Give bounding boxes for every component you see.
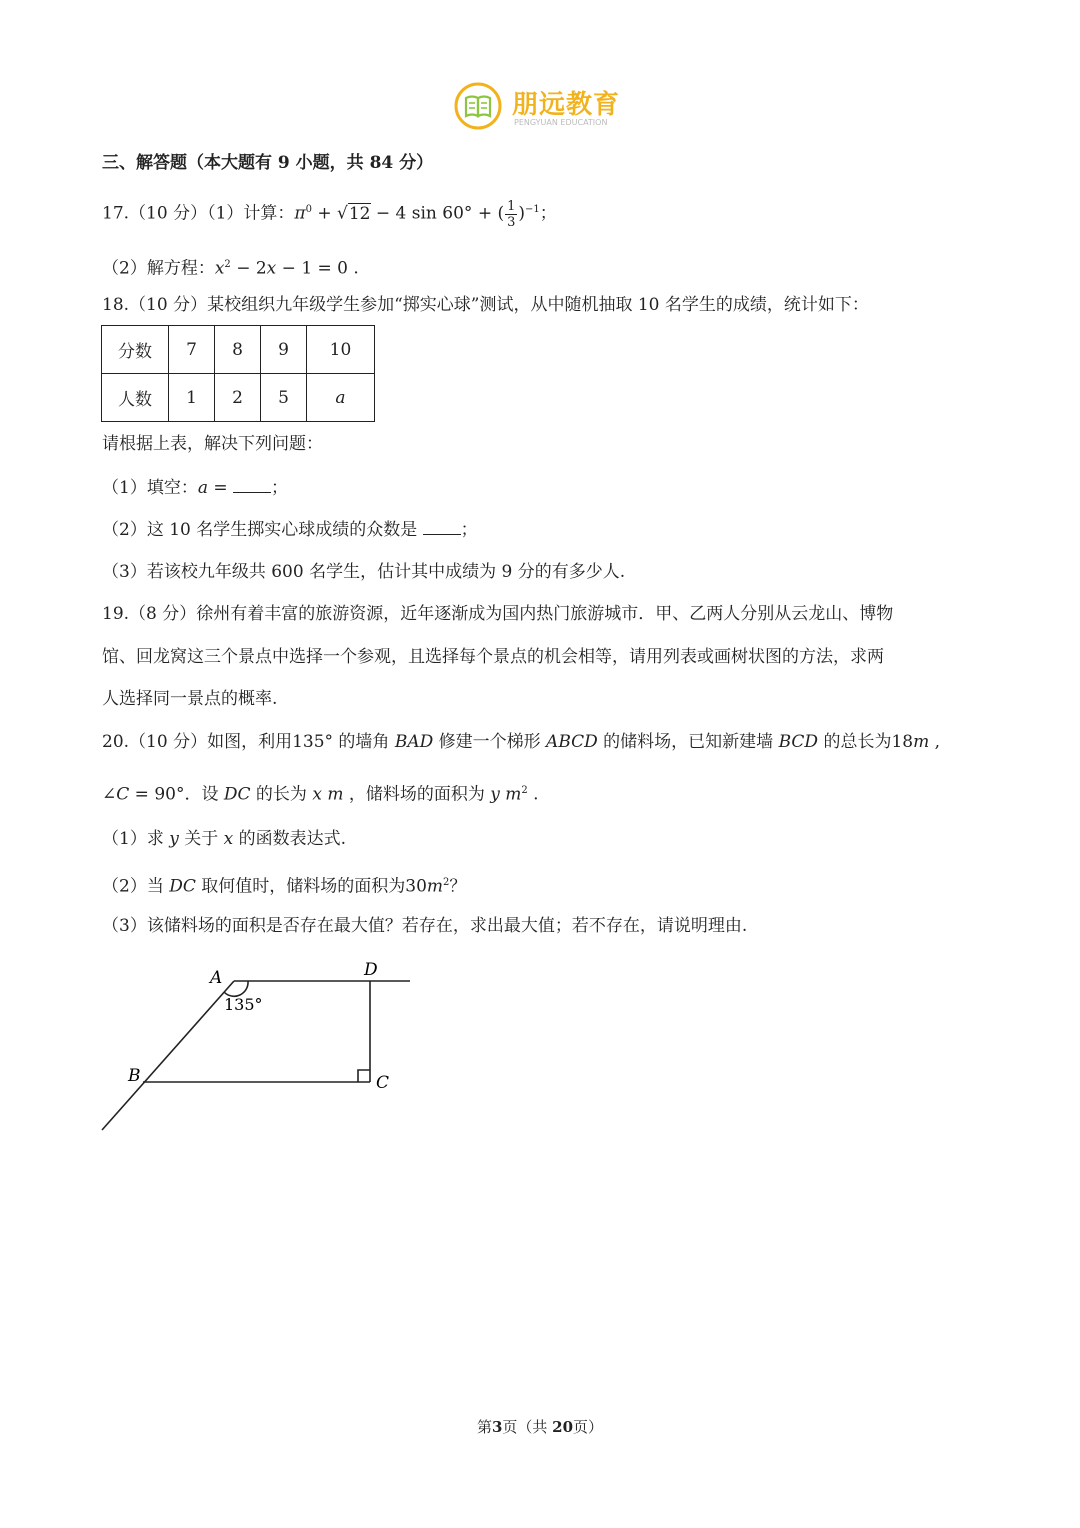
table-cell: 8 [215, 326, 261, 374]
label-b: B [128, 1066, 141, 1086]
table-cell: 人数 [102, 374, 169, 422]
q20-part3: （3）该储料场的面积是否存在最大值？若存在，求出最大值；若不存在，请说明理由. [102, 916, 748, 936]
q19-line: 19.（8 分）徐州有着丰富的旅游资源，近年逐渐成为国内热门旅游城市．甲、乙两人分别从云龙山、博物 [102, 604, 894, 624]
answer-blank [423, 520, 461, 535]
score-table [101, 325, 375, 422]
q19-line: 人选择同一景点的概率. [102, 689, 278, 709]
label-c: C [376, 1073, 390, 1093]
q18-after: 请根据上表，解决下列问题： [102, 434, 323, 454]
table-row [102, 374, 375, 422]
right-angle-mark [358, 1070, 370, 1082]
q17-part2: （2）解方程：$x^2 - 2x - 1 = 0$ . [102, 258, 359, 279]
table-cell: a [307, 374, 375, 422]
table-cell: 5 [261, 374, 307, 422]
q17-part1: 17.（10 分）（1）计算：$\pi^0 + √12 - 4$ sin 60° + ( $\frac{1}{3}$ )$^{-1}$； [102, 198, 557, 230]
q20-line1: 20.（10 分）如图，利用135° 的墙角 BAD 修建一个梯形 ABCD 的储料场，已知新建墙 BCD 的总长为18m , [102, 732, 941, 752]
table-cell: 1 [169, 374, 215, 422]
angle-label: 135° [224, 995, 263, 1014]
section-title: 三、解答题（本大题有 9 小题，共 84 分） [102, 153, 434, 173]
table-cell: 7 [169, 326, 215, 374]
book-logo-icon [452, 80, 504, 132]
fraction-one-third: $\frac{1}{3}$ [507, 198, 516, 230]
page-footer: 第3页（共 20页） [476, 1418, 604, 1436]
q18-part2: （2）这 10 名学生掷实心球成绩的众数是 ； [102, 520, 478, 540]
label-a: A [210, 968, 223, 988]
table-cell: 10 [307, 326, 375, 374]
logo-subtitle: PENGYUAN EDUCATION [514, 118, 608, 127]
wall-ab-line [102, 981, 234, 1130]
table-row [102, 326, 375, 374]
logo [452, 80, 642, 132]
table-cell: 分数 [102, 326, 169, 374]
q20-line2: ∠C = 90°．设 DC 的长为 x m ，储料场的面积为 y $m^2$ . [102, 784, 539, 805]
label-d: D [364, 960, 378, 980]
q18-intro: 18.（10 分）某校组织九年级学生参加“掷实心球”测试，从中随机抽取 10 名学生的成绩，统计如下： [102, 295, 869, 315]
q18-part1: （1）填空：a = ； [102, 478, 289, 498]
answer-blank [233, 478, 271, 493]
table-cell: 9 [261, 326, 307, 374]
trapezoid-figure [96, 955, 416, 1135]
table-cell: 2 [215, 374, 261, 422]
q20-part2: （2）当 DC 取何值时，储料场的面积为$30m^2$？ [102, 876, 467, 897]
q20-part1: （1）求 y 关于 x 的函数表达式. [102, 829, 347, 849]
logo-name: 朋远教育 [512, 90, 621, 120]
q19-line: 馆、回龙窝这三个景点中选择一个参观，且选择每个景点的机会相等，请用列表或画树状图的方法，求两 [102, 647, 884, 667]
q18-part3: （3）若该校九年级共 600 名学生，估计其中成绩为 9 分的有多少人. [102, 562, 626, 582]
